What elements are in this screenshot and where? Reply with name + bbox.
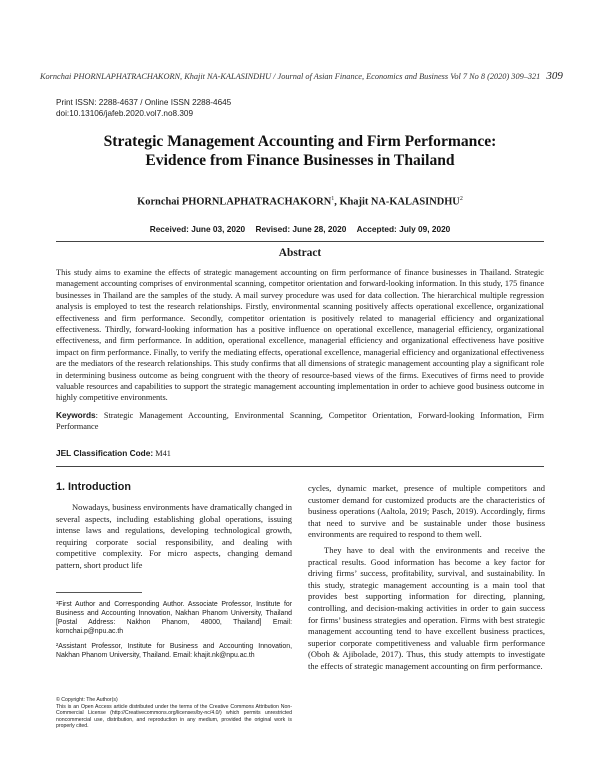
running-head xyxy=(40,70,563,82)
revised-date: Revised: June 28, 2020 xyxy=(255,224,347,234)
divider-bottom xyxy=(56,466,544,467)
received-date: Received: June 03, 2020 xyxy=(149,224,246,234)
footnote-2: ²Assistant Professor, Institute for Business and Accounting Innovation, Nakhan Phanom University, Thailand. Email: khajit.nk@npu.ac.th xyxy=(56,643,292,659)
accepted-date: Accepted: July 09, 2020 xyxy=(356,224,451,234)
license-text: This is an Open Access article distributed under the terms of the Creative Commons Attribution Non-Commercial License (http://Creativecommons.org/licenses/by-nc/4.0/) which permits unrestricted noncommercial use, distribution, and reproduction in any medium, provided the original work is properly cited. xyxy=(56,703,292,730)
title-line-2: Evidence from Finance Businesses in Thailand xyxy=(145,152,455,169)
keywords xyxy=(56,410,544,433)
jel-classification xyxy=(56,448,171,458)
page-number: 309 xyxy=(546,70,563,82)
abstract-text: This study aims to examine the effects of strategic management accounting on firm performance of finance businesses in Thailand. Strategic management accounting comprises of environmental scanning, competitor orientation and forward-looking information. In this study, 175 finance businesses in Thailand are the samples of the study. A mail survey procedure was used for data collection. The hierarchical multiple regression analysis is employed to test the research relationships. Firstly, environmental scanning positively affects operational excellence, organizational effectiveness and firm performance. Secondly, competitor orientation is positively related to managerial efficiency and organizational effectiveness. Thirdly, forward-looking information has a positive influence on operational excellence, managerial efficiency, organizational effectiveness, and firm performance. In addition, operational excellence, managerial efficiency and organizational effectiveness have positive impact on firm performance. Finally, to verify the mediating effects, operational excellence, managerial efficiency and organizational effectiveness are the mediators of the research relationships. This study confirms that all dimensions of strategic management accounting play a significant role in determining business outcome as being congruent with the theory of resource-based views of the firms. Executives of firms need to provide valuable resources and capabilities to support the strategic management accounting implementation in order to achieve good business outcome in highly competitive environments. xyxy=(56,268,544,403)
author-list xyxy=(40,196,560,207)
license-block xyxy=(56,697,292,730)
author-2: Khajit NA-KALASINDHU xyxy=(339,196,460,208)
author-2-mark: 2 xyxy=(459,196,463,202)
abstract-heading: Abstract xyxy=(278,247,322,259)
right-column-text xyxy=(308,483,545,673)
intro-paragraph-1-continued: cycles, dynamic market, presence of multiple competitors and customer demand for customized products are the characteristics of business operations (Aaltola, 2019; Pasch, 2019). Accordingly, firms that need to survive and be sustainable under those business environments are required to respond to them well. xyxy=(308,483,545,540)
jel-code: M41 xyxy=(153,449,171,458)
divider-top xyxy=(56,241,544,242)
footnote-1: ¹First Author and Corresponding Author. Associate Professor, Institute for Business and Accounting Innovation, Nakhan Phanom University, Thailand [Postal Address: Nakhon Phanom, 48000, Thailand] Email: kornchai.p@npu.ac.th xyxy=(56,601,292,635)
jel-label: JEL Classification Code: xyxy=(56,448,154,458)
doi-line: doi:10.13106/jafeb.2020.vol7.no8.309 xyxy=(56,109,194,118)
issn-line: Print ISSN: 2288-4637 / Online ISSN 2288-4645 xyxy=(56,98,232,107)
footnote-rule xyxy=(56,592,142,593)
issn-block xyxy=(56,97,231,119)
submission-dates xyxy=(40,224,560,234)
left-column-text xyxy=(56,502,292,572)
author-separator: , xyxy=(334,196,340,208)
keywords-text: : Strategic Management Accounting, Environmental Scanning, Competitor Orientation, Forward-looking Information, Firm Performance xyxy=(56,411,544,432)
author-1-mark: 1 xyxy=(331,196,335,202)
intro-paragraph-1: Nowadays, business environments have dramatically changed in several aspects, including establishing global operations, issuing intense laws and regulations, developing technological growth, requiring corporate social responsibility, and dealing with competitive complexity. For micro aspects, changing demand pattern, short product life xyxy=(56,502,292,570)
section-heading-introduction: 1. Introduction xyxy=(56,481,131,493)
title-line-1: Strategic Management Accounting and Firm Performance: xyxy=(103,133,497,150)
paper-title xyxy=(40,132,560,170)
keywords-label: Keywords xyxy=(56,410,96,420)
running-head-text: Kornchai PHORNLAPHATRACHAKORN, Khajit NA-KALASINDHU / Journal of Asian Finance, Economics and Business Vol 7 No 8 (2020) 309–321 xyxy=(40,72,541,81)
copyright-line: © Copyright: The Author(s) xyxy=(56,697,118,703)
intro-paragraph-2: They have to deal with the environments and receive the practical results. Good information has become a key factor for driving firms’ success, profitability, survival, and sustainability. In this study, strategic management accounting is a main tool that provides best supporting information for directing, planning, controlling, and decision-making activities in order to gain success for firms’ business strategies and operation. Firms with best strategic management accounting tend to have excellent business practices, superior corporate competitiveness and valuable firm performance (Oboh & Ajibolade, 2017). Thus, this study attempts to investigate the effects of strategic management accounting on firm performance. xyxy=(308,544,545,671)
author-1: Kornchai PHORNLAPHATRACHAKORN xyxy=(137,196,332,208)
